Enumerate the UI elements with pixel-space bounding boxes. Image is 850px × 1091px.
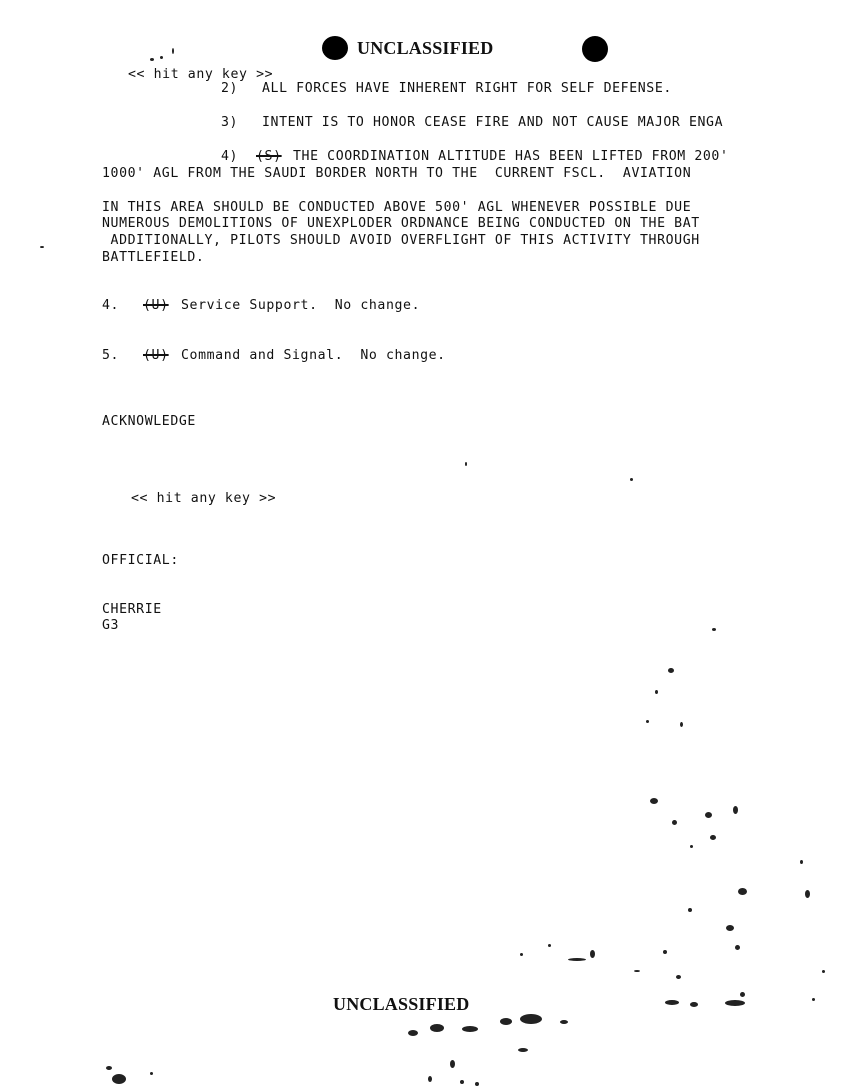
classification-top: UNCLASSIFIED	[357, 38, 494, 58]
item-3-number: 3)	[221, 115, 239, 130]
official-label: OFFICIAL:	[102, 553, 179, 568]
struck-classification-marking: (U)	[143, 348, 169, 363]
item-4-number: 4)	[221, 149, 239, 164]
scan-speck	[160, 56, 163, 59]
section-5-text: Command and Signal. No change.	[181, 348, 446, 363]
section-4-text: Service Support. No change.	[181, 298, 421, 313]
section-5-number: 5.	[102, 348, 120, 363]
paragraph-line-1: IN THIS AREA SHOULD BE CONDUCTED ABOVE 500' AGL WHENEVER POSSIBLE DUE	[102, 200, 692, 215]
paragraph-line-2: NUMEROUS DEMOLITIONS OF UNEXPLODER ORDNANCE BEING CONDUCTED ON THE BAT	[102, 216, 700, 231]
struck-classification-marking: (U)	[143, 298, 169, 313]
section-4-number: 4.	[102, 298, 120, 313]
paragraph-line-3: ADDITIONALLY, PILOTS SHOULD AVOID OVERFLIGHT OF THIS ACTIVITY THROUGH	[102, 233, 700, 248]
signature-office: G3	[102, 618, 120, 633]
ink-blot	[322, 36, 348, 60]
signature-name: CHERRIE	[102, 602, 162, 617]
paragraph-line-4: BATTLEFIELD.	[102, 250, 205, 265]
ink-blot	[582, 36, 608, 62]
scan-speck	[172, 48, 174, 54]
scan-speck	[150, 58, 154, 61]
classification-bottom: UNCLASSIFIED	[333, 994, 470, 1014]
struck-classification-marking: (S)	[256, 149, 282, 164]
item-4-line-2: 1000' AGL FROM THE SAUDI BORDER NORTH TO THE CURRENT FSCL. AVIATION	[102, 166, 692, 181]
item-4-line-1: THE COORDINATION ALTITUDE HAS BEEN LIFTED FROM 200'	[293, 149, 729, 164]
item-3-text: INTENT IS TO HONOR CEASE FIRE AND NOT CAUSE MAJOR ENGA	[262, 115, 724, 130]
item-2-number: 2)	[221, 81, 239, 96]
hit-any-key-prompt: << hit any key >>	[131, 491, 277, 506]
item-2-text: ALL FORCES HAVE INHERENT RIGHT FOR SELF DEFENSE.	[262, 81, 672, 96]
hit-any-key-prompt: << hit any key >>	[128, 67, 274, 82]
acknowledge-label: ACKNOWLEDGE	[102, 414, 196, 429]
